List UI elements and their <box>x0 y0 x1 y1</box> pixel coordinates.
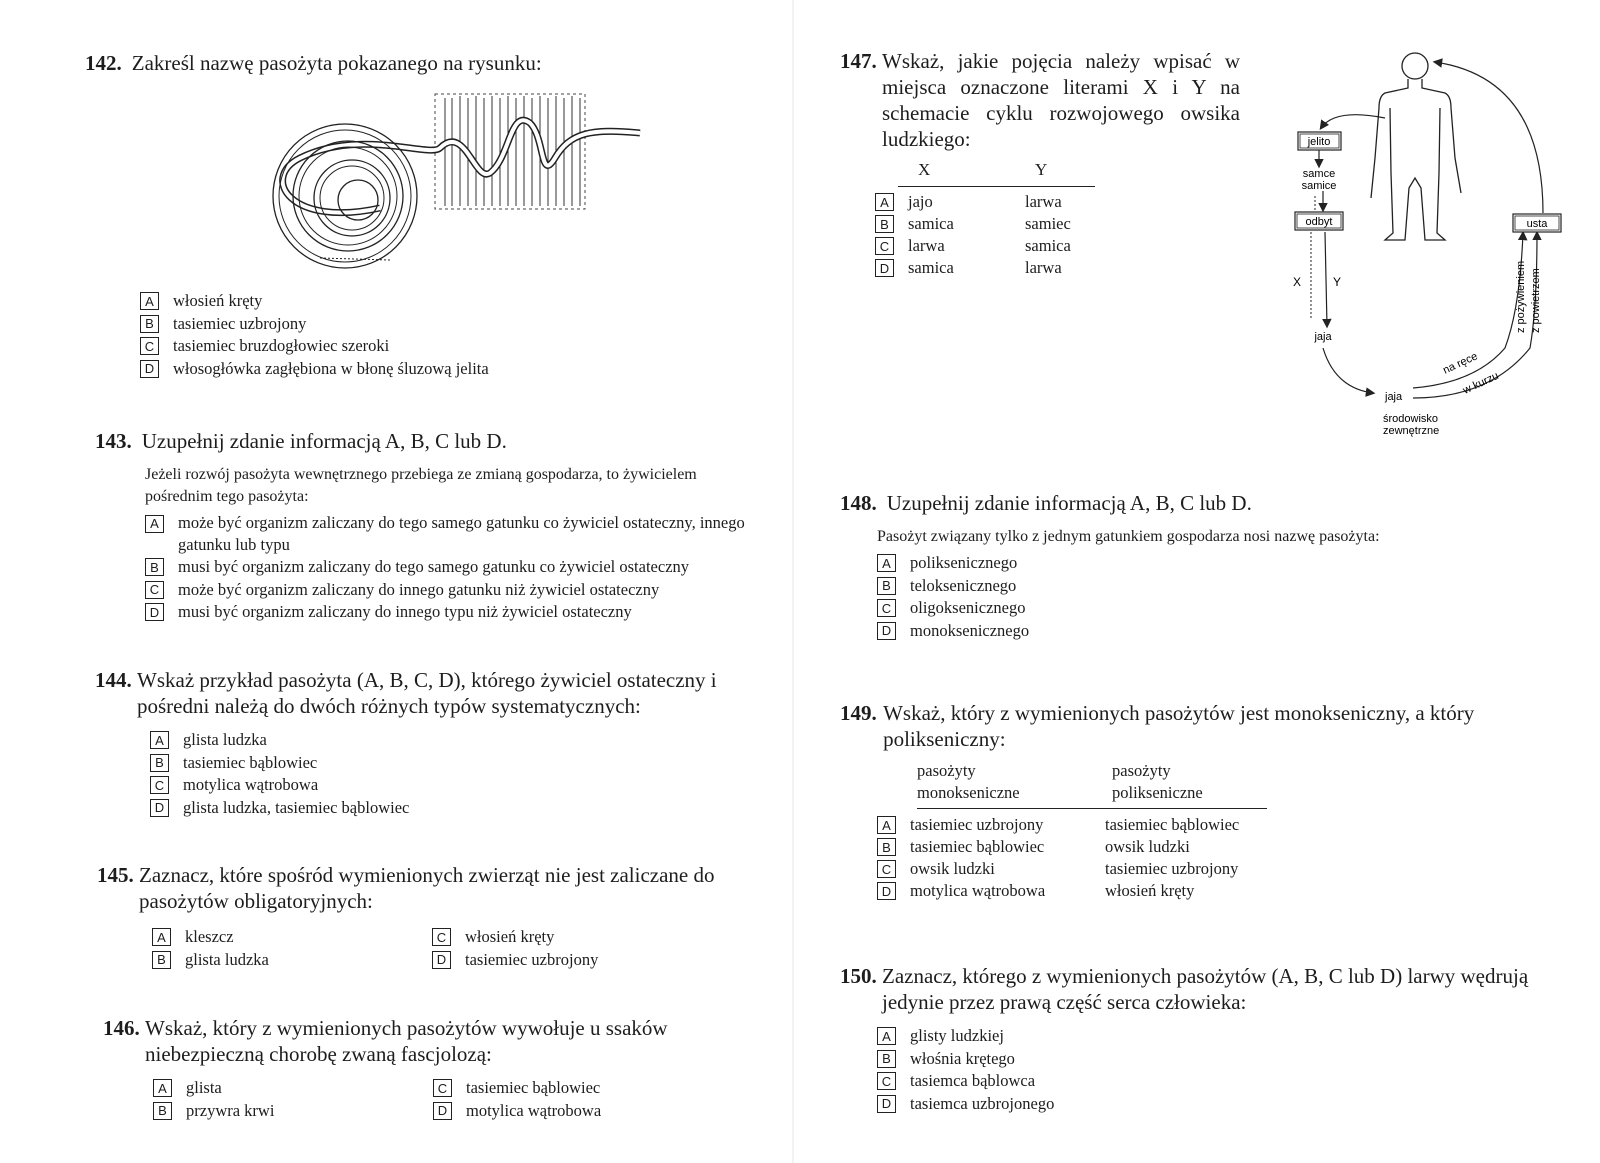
table-row-a[interactable] <box>877 814 1267 836</box>
question-text: Wskaż, który z wymienionych pasożytów jest monokseniczny, a który polikseniczny: <box>883 701 1475 751</box>
question-text: Wskaż, jakie pojęcia należy wpisać w miejsca oznaczone literami X i Y na schemacie cyklu rozwojowego owsika ludzkiego: <box>882 49 1240 151</box>
option-b[interactable] <box>153 1100 433 1123</box>
option-b[interactable] <box>145 556 775 579</box>
question-stem: Pasożyt związany tylko z jednym gatunkiem gospodarza nosi nazwę pasożyta: <box>877 528 1380 545</box>
question-147 <box>840 48 1600 437</box>
option-box[interactable]: B <box>877 577 896 595</box>
option-box[interactable]: A <box>877 1027 896 1045</box>
label-env-1: środowisko <box>1383 413 1439 425</box>
option-a[interactable] <box>877 552 1560 575</box>
label-z-pozywieniem: z pożywieniem <box>1515 260 1527 333</box>
option-text: włośnia krętego <box>910 1048 1015 1068</box>
option-box[interactable]: A <box>877 816 896 834</box>
cell-x: jajo <box>908 192 933 211</box>
arrow-y <box>1325 232 1327 326</box>
page-fold <box>792 0 794 1163</box>
question-number: 146. <box>103 1016 140 1040</box>
question-number: 147. <box>840 49 877 73</box>
question-stem: Jeżeli rozwój pasożyta wewnętrznego przebiega ze zmianą gospodarza, to żywicielem pośrednim tego pasożyta: <box>145 466 697 505</box>
label-jaja-1: jaja <box>1314 331 1332 343</box>
options-col-left <box>153 1077 433 1122</box>
option-d[interactable] <box>877 1093 1560 1116</box>
label-x: X <box>1293 275 1302 289</box>
option-box[interactable]: C <box>150 776 169 794</box>
option-d[interactable] <box>877 620 1560 643</box>
question-text: Wskaż, który z wymienionych pasożytów wywołuje u ssaków niebezpieczną chorobę zwaną fascjolozą: <box>145 1016 668 1066</box>
question-144 <box>95 667 775 819</box>
option-text: włosień kręty <box>465 927 555 947</box>
col-header-line: monokseniczne <box>917 783 1020 802</box>
cell-y: larwa <box>1025 258 1062 277</box>
options-144 <box>150 729 775 819</box>
option-box[interactable]: D <box>432 951 451 969</box>
right-page <box>800 0 1600 1163</box>
option-text: przywra krwi <box>186 1100 275 1120</box>
label-w-kurzu: w kurzu <box>1461 369 1501 397</box>
option-c[interactable] <box>145 579 775 602</box>
options-col-left <box>152 926 432 971</box>
option-b[interactable] <box>140 313 489 336</box>
question-number: 145. <box>97 863 134 887</box>
table-row-b[interactable] <box>875 213 1095 235</box>
option-a[interactable] <box>150 729 775 752</box>
question-number: 148. <box>840 491 877 515</box>
option-text: tasiemiec bruzdogłowiec szeroki <box>173 336 390 356</box>
parasite-illustration <box>190 88 650 278</box>
question-148 <box>840 490 1560 642</box>
option-box[interactable]: D <box>150 799 169 817</box>
table-row-a[interactable] <box>875 191 1095 213</box>
option-box[interactable]: C <box>877 1072 896 1090</box>
cell-y: samiec <box>1025 214 1071 233</box>
option-text: motylica wątrobowa <box>466 1100 602 1120</box>
cell-poli: tasiemiec uzbrojony <box>1105 859 1239 878</box>
option-text: monoksenicznego <box>910 620 1030 640</box>
label-samice: samice <box>1301 180 1337 192</box>
option-text: tasiemiec uzbrojony <box>173 313 307 333</box>
option-d[interactable] <box>432 949 712 972</box>
option-d[interactable] <box>140 358 489 381</box>
option-a[interactable] <box>152 926 432 949</box>
option-text: glista ludzka <box>183 730 267 750</box>
question-text: Uzupełnij zdanie informacją A, B, C lub D. <box>886 491 1252 515</box>
options-142 <box>140 290 489 380</box>
option-box[interactable]: A <box>153 1079 172 1097</box>
question-150 <box>840 963 1560 1115</box>
options-143 <box>145 512 775 624</box>
human-figure-icon <box>1371 53 1461 240</box>
option-text: glista ludzka, tasiemiec bąblowiec <box>183 797 410 817</box>
cell-y: samica <box>1025 236 1071 255</box>
question-text: Zakreśl nazwę pasożyta pokazanego na rysunku: <box>131 51 542 75</box>
col-header-y: Y <box>1035 160 1048 179</box>
table-row-c[interactable] <box>877 858 1267 880</box>
option-box[interactable]: C <box>875 237 894 255</box>
question-number: 142. <box>85 51 122 75</box>
question-number: 150. <box>840 964 877 988</box>
options-148 <box>877 552 1560 642</box>
question-number: 143. <box>95 429 132 453</box>
cell-mono: tasiemiec uzbrojony <box>910 815 1044 834</box>
option-text: poliksenicznego <box>910 553 1018 573</box>
option-box[interactable]: B <box>153 1102 172 1120</box>
option-box[interactable]: C <box>433 1079 452 1097</box>
cell-y: larwa <box>1025 192 1062 211</box>
left-page <box>0 0 790 1163</box>
cell-poli: włosień kręty <box>1105 881 1195 900</box>
option-box[interactable]: B <box>150 754 169 772</box>
option-box[interactable]: A <box>875 193 894 211</box>
option-b[interactable] <box>152 949 432 972</box>
option-box[interactable]: B <box>145 558 164 576</box>
options-145 <box>152 926 777 971</box>
table-body <box>877 814 1267 902</box>
option-box[interactable]: D <box>875 259 894 277</box>
option-b[interactable] <box>150 752 775 775</box>
answer-table-147 <box>875 160 1095 279</box>
option-text: glista ludzka <box>185 949 269 969</box>
option-box[interactable]: A <box>877 554 896 572</box>
option-box[interactable]: D <box>145 603 164 621</box>
option-text: tasiemiec bąblowiec <box>183 752 318 772</box>
option-a[interactable] <box>877 1025 1560 1048</box>
option-box[interactable]: B <box>140 315 159 333</box>
option-c[interactable] <box>877 1070 1560 1093</box>
cell-x: samica <box>908 258 954 277</box>
question-143 <box>95 428 775 624</box>
option-c[interactable] <box>140 335 489 358</box>
option-text: tasiemiec bąblowiec <box>466 1078 601 1098</box>
question-number: 144. <box>95 668 132 692</box>
option-d[interactable] <box>433 1100 713 1123</box>
cell-x: samica <box>908 214 954 233</box>
options-146 <box>153 1077 778 1122</box>
option-box[interactable]: B <box>877 1050 896 1068</box>
arrow-usta-human <box>1435 62 1543 213</box>
option-box[interactable]: C <box>140 337 159 355</box>
question-text: Wskaż przykład pasożyta (A, B, C, D), którego żywiciel ostateczny i pośredni należą do dwóch różnych typów systematycznych: <box>137 668 717 718</box>
label-z-powietrzem: z powietrzem <box>1530 268 1542 333</box>
option-text: może być organizm zaliczany do innego gatunku niż żywiciel ostateczny <box>178 579 660 599</box>
option-a[interactable] <box>145 512 765 556</box>
table-header <box>898 160 1095 187</box>
question-text: Zaznacz, którego z wymienionych pasożytów (A, B, C lub D) larwy wędrują jedynie przez prawą część serca człowieka: <box>882 964 1529 1014</box>
question-142 <box>85 50 775 378</box>
option-c[interactable] <box>432 926 712 949</box>
option-box[interactable]: C <box>877 599 896 617</box>
option-text: musi być organizm zaliczany do innego typu niż żywiciel ostateczny <box>178 602 632 622</box>
option-text: włosogłówka zagłębiona w błonę śluzową jelita <box>173 358 489 378</box>
cell-mono: owsik ludzki <box>910 859 995 878</box>
option-box[interactable]: B <box>875 215 894 233</box>
label-odbyt: odbyt <box>1305 216 1333 228</box>
col-header-line: pasożyty <box>1112 761 1171 780</box>
option-box[interactable]: A <box>145 515 164 533</box>
option-b[interactable] <box>877 1048 1560 1071</box>
option-box[interactable]: A <box>140 292 159 310</box>
arrow-to-jelito <box>1321 115 1385 128</box>
option-text: tasiemiec uzbrojony <box>465 949 599 969</box>
option-text: tasiemca uzbrojonego <box>910 1093 1055 1113</box>
table-row-c[interactable] <box>875 235 1095 257</box>
question-149 <box>840 700 1560 902</box>
table-row-b[interactable] <box>877 836 1267 858</box>
option-box[interactable]: C <box>877 860 896 878</box>
col-header-line: pasożyty <box>917 761 976 780</box>
option-text: tasiemca bąblowca <box>910 1071 1036 1091</box>
answer-table-149 <box>877 760 1267 902</box>
question-146 <box>103 1015 778 1122</box>
question-text: Uzupełnij zdanie informacją A, B, C lub D. <box>141 429 507 453</box>
option-text: może być organizm zaliczany do tego samego gatunku co żywiciel ostateczny, innego gatunku lub typu <box>178 513 745 554</box>
option-text: glisty ludzkiej <box>910 1026 1004 1046</box>
question-number: 149. <box>840 701 877 725</box>
col-header-line: polikseniczne <box>1112 783 1203 802</box>
option-text: glista <box>186 1078 222 1098</box>
option-box[interactable]: D <box>877 1095 896 1113</box>
option-box[interactable]: B <box>152 951 171 969</box>
option-box[interactable]: D <box>877 882 896 900</box>
option-a[interactable] <box>153 1077 433 1100</box>
label-jelito: jelito <box>1307 136 1331 148</box>
label-env-2: zewnętrzne <box>1383 425 1440 437</box>
table-row-d[interactable] <box>875 257 1095 279</box>
option-c[interactable] <box>433 1077 713 1100</box>
option-text: oligoksenicznego <box>910 598 1026 618</box>
arrow-jaja-env <box>1323 348 1373 393</box>
option-d[interactable] <box>150 797 775 820</box>
option-text: musi być organizm zaliczany do tego samego gatunku co żywiciel ostateczny <box>178 557 690 577</box>
option-box[interactable]: C <box>145 581 164 599</box>
cell-mono: tasiemiec bąblowiec <box>910 837 1045 856</box>
option-text: motylica wątrobowa <box>183 775 319 795</box>
col-header-mono <box>917 760 1112 804</box>
label-jaja-2: jaja <box>1385 391 1403 403</box>
cell-poli: owsik ludzki <box>1105 837 1190 856</box>
cell-mono: motylica wątrobowa <box>910 881 1046 900</box>
option-box[interactable]: A <box>150 731 169 749</box>
option-text: teloksenicznego <box>910 575 1017 595</box>
option-box[interactable]: B <box>877 838 896 856</box>
option-box[interactable]: D <box>877 622 896 640</box>
option-a[interactable] <box>140 290 489 313</box>
option-box[interactable]: D <box>140 360 159 378</box>
table-header <box>917 760 1267 809</box>
pinworm-lifecycle-diagram <box>1275 48 1575 448</box>
options-col-right <box>432 926 712 971</box>
option-text: kleszcz <box>185 927 234 947</box>
question-text: Zaznacz, które spośród wymienionych zwierząt nie jest zaliczane do pasożytów obligatoryjnych: <box>139 863 715 913</box>
option-box[interactable]: A <box>152 928 171 946</box>
option-box[interactable]: C <box>432 928 451 946</box>
table-row-d[interactable] <box>877 880 1267 902</box>
table-body <box>875 191 1095 279</box>
label-samce: samce <box>1302 168 1336 180</box>
label-y: Y <box>1333 275 1342 289</box>
options-col-right <box>433 1077 713 1122</box>
option-c[interactable] <box>877 597 1560 620</box>
cell-x: larwa <box>908 236 945 255</box>
question-145 <box>97 862 777 971</box>
option-box[interactable]: D <box>433 1102 452 1120</box>
option-c[interactable] <box>150 774 775 797</box>
label-na-rece: na ręce <box>1441 350 1480 377</box>
option-b[interactable] <box>877 575 1560 598</box>
option-text: włosień kręty <box>173 291 263 311</box>
col-header-x: X <box>918 160 931 179</box>
options-150 <box>877 1025 1560 1115</box>
col-header-poli <box>1112 760 1262 804</box>
label-usta: usta <box>1526 218 1548 230</box>
option-d[interactable] <box>145 601 775 624</box>
cell-poli: tasiemiec bąblowiec <box>1105 815 1240 834</box>
